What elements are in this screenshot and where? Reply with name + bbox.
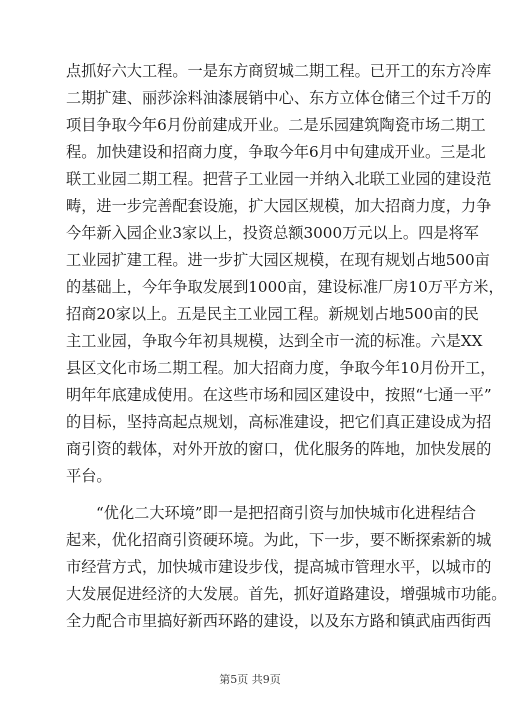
text-line: 的目标，坚持高起点规划，高标准建设，把它们真正建设成为招 (66, 413, 492, 431)
text-line: 平台。 (66, 467, 112, 485)
page-number-footer: 第5页 共9页 (219, 673, 281, 686)
text-line: 的基础上，今年争取发展到1000亩，建设标准厂房10万平方米， (66, 278, 504, 296)
text-line: 招商20家以上。五是民主工业园工程。新规划占地500亩的民 (66, 305, 479, 323)
text-line: 项目争取今年6月份前建成开业。二是乐园建筑陶瓷市场二期工 (66, 116, 486, 134)
text-line: 全力配合市里搞好新西环路的建设，以及东方路和镇武庙西街西 (66, 612, 492, 630)
paragraph-spacer (66, 490, 438, 500)
text-line: 县区文化市场二期工程。加大招商力度，争取今年10月份开工， (66, 359, 496, 377)
paragraph-1 (66, 58, 504, 490)
paragraph-2 (66, 500, 506, 635)
text-line: 程。加快建设和招商力度，争取今年6月中旬建成开业。三是北 (66, 143, 486, 161)
text-line: 今年新入园企业3家以上，投资总额3000万元以上。四是将军 (66, 224, 479, 242)
text-line: 起来，优化招商引资硬环境。为此，下一步，要不断探索新的城 (66, 531, 492, 549)
text-line: 点抓好六大工程。一是东方商贸城二期工程。已开工的东方冷库 (66, 62, 492, 80)
text-line: “优化二大环境”即一是把招商引资与加快城市化进程结合 (96, 504, 477, 522)
text-line: 主工业园，争取今年初具规模，达到全市一流的标准。六是XX (66, 332, 483, 350)
text-line: 工业园扩建工程。进一步扩大园区规模，在现有规划占地500亩 (66, 251, 490, 269)
text-line: 大发展促进经济的大发展。首先，抓好道路建设，增强城市功能。 (66, 585, 506, 603)
text-line: 市经营方式，加快城市建设步伐，提高城市管理水平，以城市的 (66, 558, 492, 576)
text-line: 畴，进一步完善配套设施，扩大园区规模，加大招商力度，力争 (66, 197, 492, 215)
text-line: 联工业园二期工程。把营子工业园一并纳入北联工业园的建设范 (66, 170, 492, 188)
text-line: 商引资的载体，对外开放的窗口，优化服务的阵地，加快发展的 (66, 440, 492, 458)
document-body (66, 58, 506, 635)
text-line: 明年年底建成使用。在这些市场和园区建设中，按照“七通一平” (66, 386, 492, 404)
text-line: 二期扩建、丽莎涂料油漆展销中心、东方立体仓储三个过千万的 (66, 89, 492, 107)
